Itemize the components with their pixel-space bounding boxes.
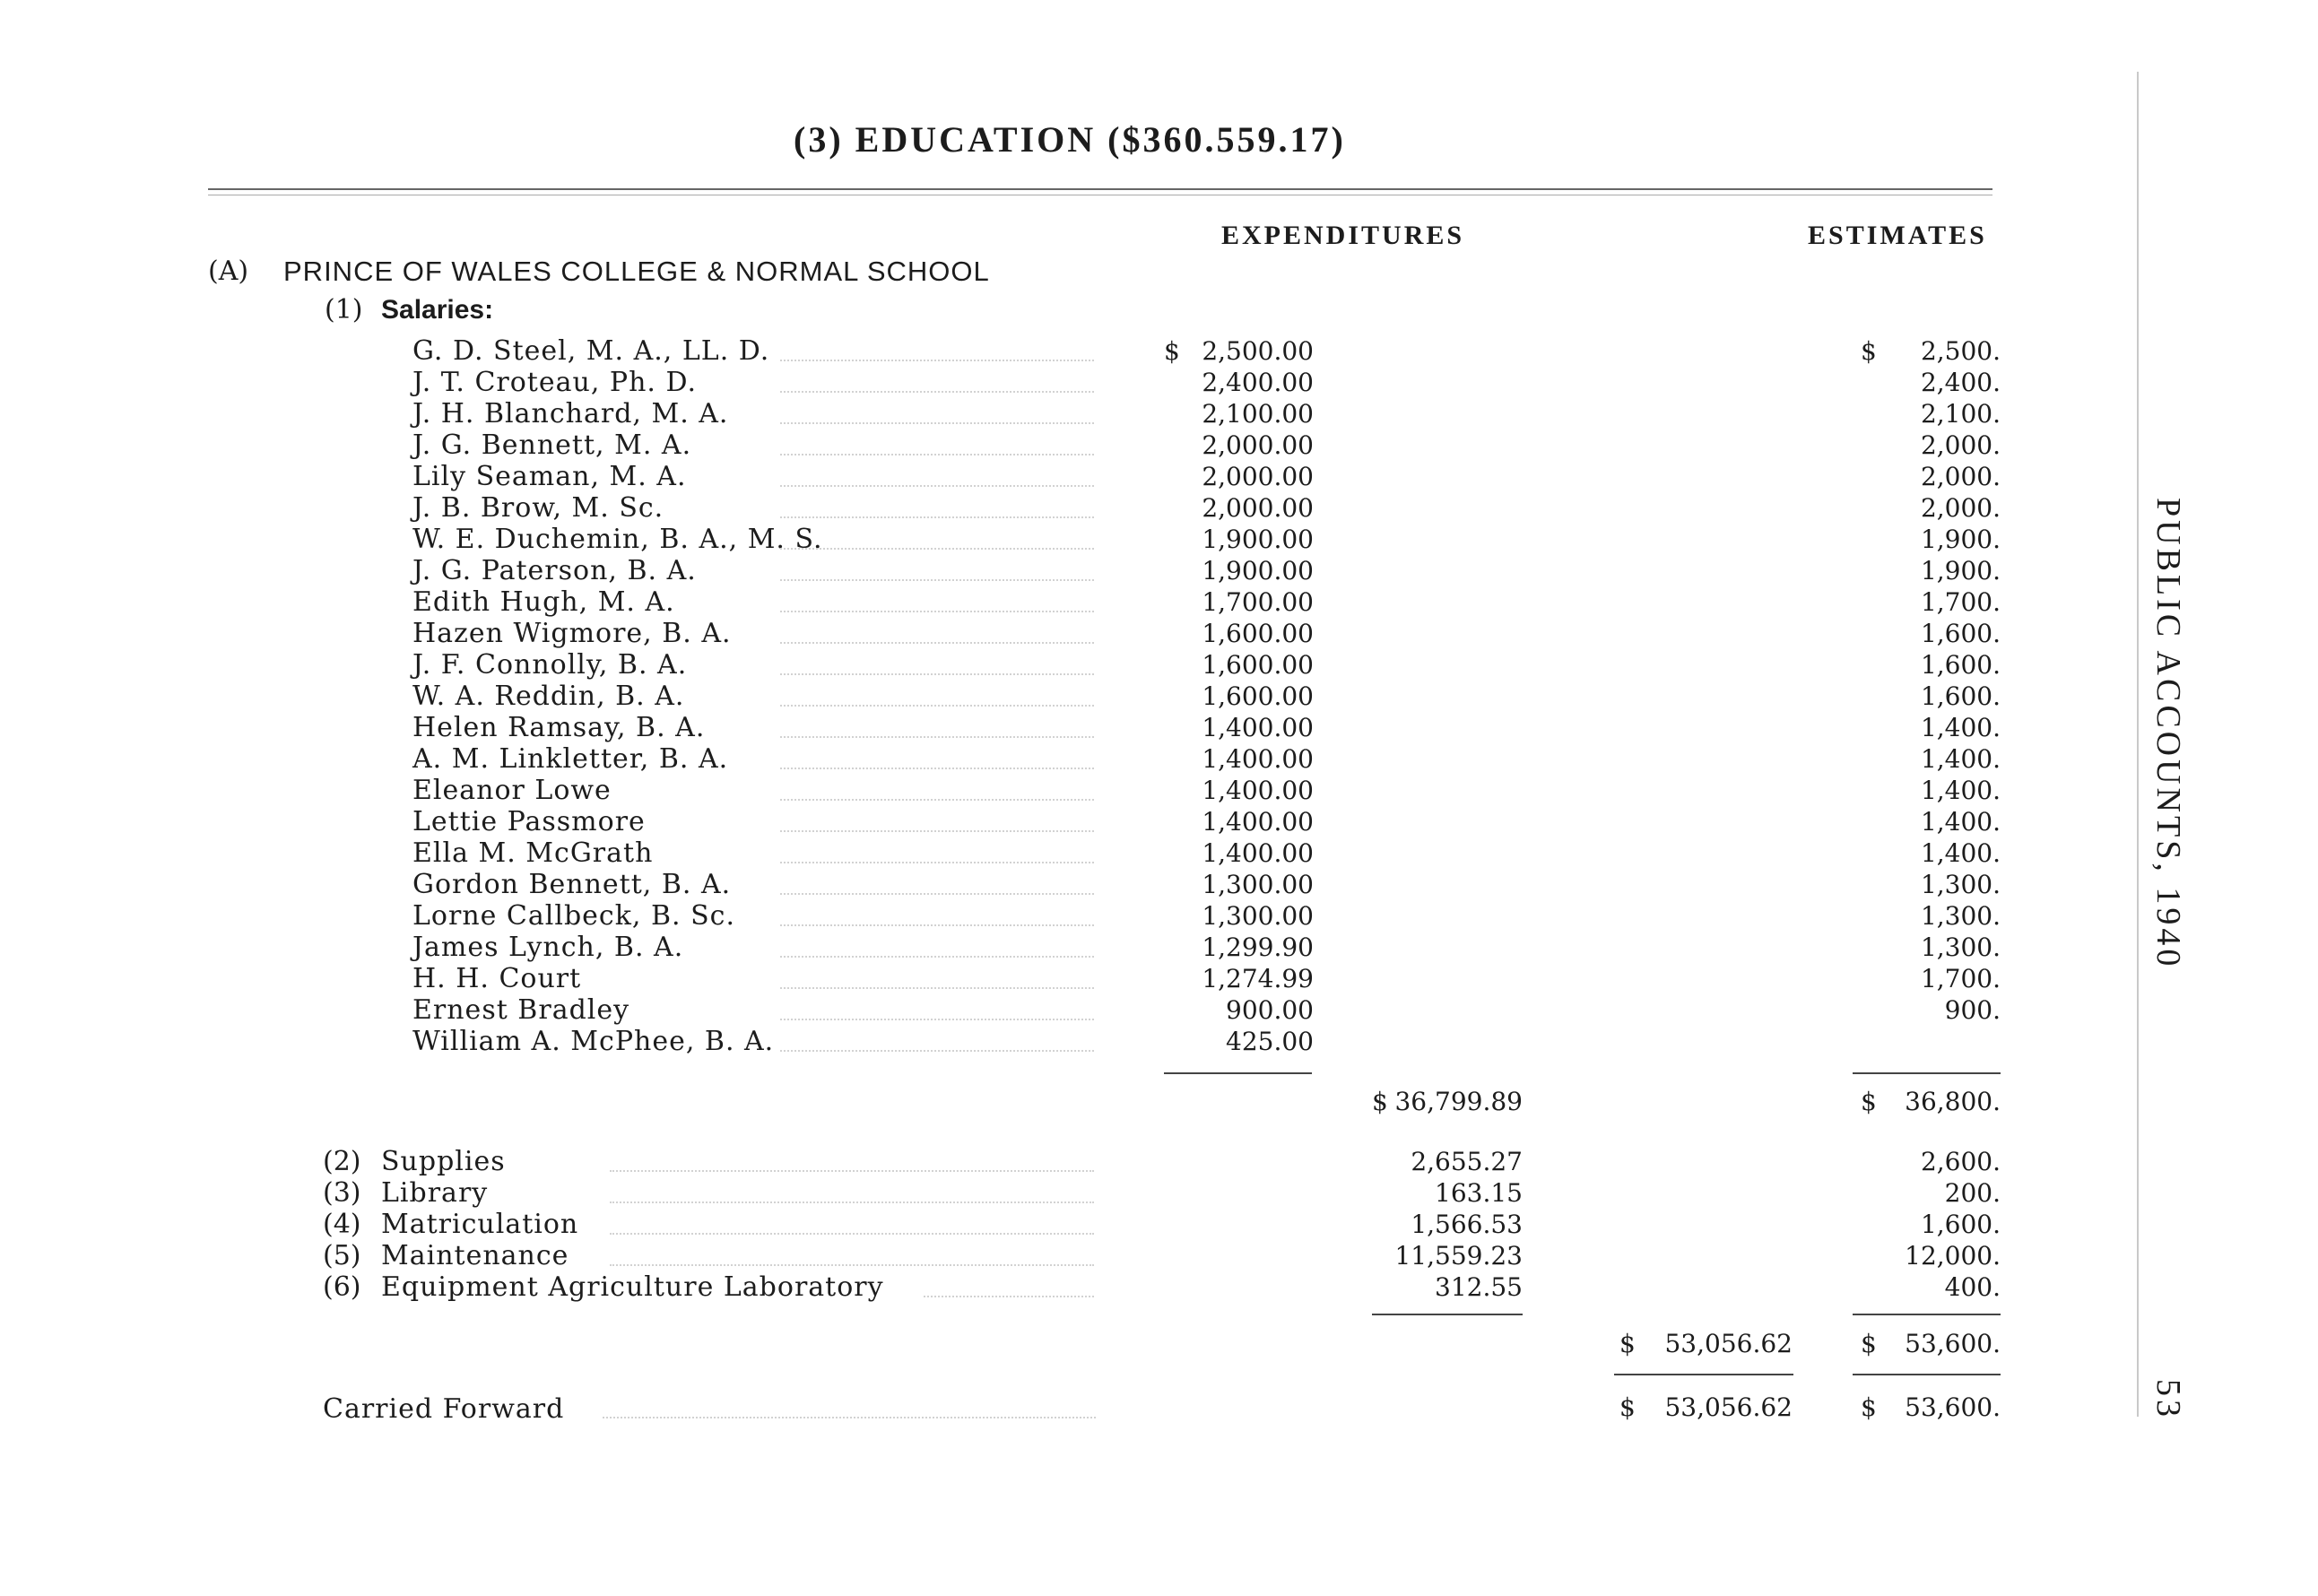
salary-estimate: 1,700. [1920,964,2001,993]
salary-estimate: 2,000. [1920,430,2001,460]
salaries-total-estimate: 36,800. [1905,1087,2001,1116]
salary-name: W. A. Reddin, B. A. [412,681,685,712]
salary-estimate: 1,700. [1920,587,2001,617]
salaries-subtotal-rule [1164,1072,1312,1074]
item-label: Library [381,1177,489,1209]
salary-name: W. E. Duchemin, B. A., M. S. [412,524,823,555]
salary-amount: 2,500.00 [1202,336,1314,366]
salary-name: J. G. Paterson, B. A. [412,555,697,586]
estimates-heading: ESTIMATES [1808,221,1987,250]
salary-name: Ella M. McGrath [412,837,654,869]
salary-amount: 2,000.00 [1202,462,1314,491]
salary-amount: 1,600.00 [1202,681,1314,711]
right-margin-line [2137,72,2139,1417]
page-number: 53 [2149,1379,2187,1420]
salary-amount: 1,299.90 [1202,932,1314,962]
salary-estimate: 1,300. [1920,932,2001,962]
salary-name: G. D. Steel, M. A., LL. D. [412,335,770,367]
salary-amount: 2,100.00 [1202,399,1314,429]
salary-name: Eleanor Lowe [412,775,612,806]
salary-name: Helen Ramsay, B. A. [412,712,706,743]
salary-estimate: 2,400. [1920,368,2001,397]
page-title: (3) EDUCATION ($360.559.17) [794,119,1346,160]
leader-dots [924,1296,1094,1297]
salary-amount: 1,400.00 [1202,776,1314,805]
section-total-dollar: $ [1619,1329,1636,1358]
salary-amount: 1,400.00 [1202,807,1314,837]
salary-name: J. B. Brow, M. Sc. [412,492,664,524]
item-amount: 312.55 [1435,1272,1523,1302]
leader-dots [780,924,1094,926]
salaries-estimate-rule [1853,1072,2001,1074]
salary-estimate: 1,400. [1920,776,2001,805]
leader-dots [610,1170,1094,1172]
salary-estimate: 1,300. [1920,901,2001,931]
carried-forward-leader [603,1417,1096,1418]
salary-estimate: 1,400. [1920,807,2001,837]
leader-dots [780,673,1094,675]
salary-name: J. F. Connolly, B. A. [412,649,688,681]
salary-name: J. H. Blanchard, M. A. [412,398,729,429]
salary-amount: 1,300.00 [1202,901,1314,931]
item-amount: 2,655.27 [1411,1147,1523,1176]
carried-forward-amount: 53,056.62 [1664,1392,1793,1422]
salary-amount: 900.00 [1226,995,1314,1025]
other-items-estimate-rule [1853,1314,2001,1315]
salary-amount: 1,900.00 [1202,525,1314,554]
section-title: PRINCE OF WALES COLLEGE & NORMAL SCHOOL [283,256,990,287]
item-number: (2) [323,1146,361,1177]
salaries-total-dollar: $ [1372,1087,1388,1116]
leader-dots [780,705,1094,707]
amount-dollar-sign: $ [1164,336,1180,366]
item-number: (3) [323,1177,361,1209]
leader-dots [780,736,1094,738]
carried-forward-dollar: $ [1619,1392,1636,1422]
leader-dots [780,642,1094,644]
salary-name: William A. McPhee, B. A. [412,1026,775,1057]
salary-estimate: 1,400. [1920,744,2001,774]
leader-dots [610,1201,1094,1203]
carried-forward-label: Carried Forward [323,1393,565,1425]
salary-amount: 2,000.00 [1202,493,1314,523]
salary-name: J. G. Bennett, M. A. [412,429,692,461]
leader-dots [780,611,1094,612]
leader-dots [780,768,1094,769]
carried-forward-estimate-dollar: $ [1861,1392,1877,1422]
item-number: (6) [323,1271,361,1303]
expenditures-heading: EXPENDITURES [1221,221,1465,250]
leader-dots [780,987,1094,989]
salary-amount: 1,274.99 [1202,964,1314,993]
leader-dots [780,485,1094,487]
salary-name: Gordon Bennett, B. A. [412,869,732,900]
leader-dots [780,391,1094,393]
salary-amount: 1,900.00 [1202,556,1314,585]
leader-dots [780,799,1094,801]
salary-name: A. M. Linkletter, B. A. [412,743,729,775]
salaries-total-estimate-dollar: $ [1861,1087,1877,1116]
salary-estimate: 1,400. [1920,838,2001,868]
salary-amount: 2,000.00 [1202,430,1314,460]
carried-forward-estimate: 53,600. [1905,1392,2001,1422]
section-total-amount: 53,056.62 [1664,1329,1793,1358]
salary-amount: 425.00 [1226,1027,1314,1056]
salary-estimate: 900. [1944,995,2001,1025]
side-running-head: PUBLIC ACCOUNTS, 1940 [2149,498,2187,970]
salary-estimate: 1,600. [1920,681,2001,711]
carried-forward-rule [1614,1374,1793,1375]
salary-name: Hazen Wigmore, B. A. [412,618,732,649]
leader-dots [780,360,1094,361]
salary-amount: 1,400.00 [1202,838,1314,868]
estimate-dollar-sign: $ [1861,336,1877,366]
salary-name: H. H. Court [412,963,582,994]
leader-dots [780,548,1094,550]
leader-dots [780,579,1094,581]
salary-amount: 1,400.00 [1202,713,1314,742]
item-number: (5) [323,1240,361,1271]
salary-estimate: 2,500. [1920,336,2001,366]
item-estimate: 2,600. [1920,1147,2001,1176]
leader-dots [780,862,1094,863]
item-label: Maintenance [381,1240,569,1271]
salary-estimate: 2,000. [1920,462,2001,491]
item-amount: 163.15 [1435,1178,1523,1208]
subheading-label: Salaries: [381,295,494,325]
salary-name: Lorne Callbeck, B. Sc. [412,900,735,932]
salary-estimate: 1,600. [1920,650,2001,680]
other-items-rule [1372,1314,1523,1315]
item-estimate: 200. [1944,1178,2001,1208]
salaries-total-amount: 36,799.89 [1394,1087,1523,1116]
leader-dots [780,422,1094,424]
leader-dots [780,956,1094,958]
leader-dots [780,1050,1094,1052]
title-rule [208,188,1992,190]
salary-name: James Lynch, B. A. [412,932,684,963]
salary-estimate: 1,300. [1920,870,2001,899]
item-estimate: 12,000. [1905,1241,2001,1271]
item-label: Matriculation [381,1209,579,1240]
salary-estimate: 2,000. [1920,493,2001,523]
leader-dots [780,516,1094,518]
salary-name: J. T. Croteau, Ph. D. [412,367,697,398]
salary-name: Ernest Bradley [412,994,630,1026]
salary-estimate: 1,400. [1920,713,2001,742]
section-total-estimate: 53,600. [1905,1329,2001,1358]
section-letter: (A) [208,256,249,287]
leader-dots [780,1019,1094,1020]
leader-dots [780,893,1094,895]
item-estimate: 400. [1944,1272,2001,1302]
salary-amount: 1,400.00 [1202,744,1314,774]
salary-amount: 1,600.00 [1202,650,1314,680]
section-total-estimate-dollar: $ [1861,1329,1877,1358]
salary-amount: 1,300.00 [1202,870,1314,899]
item-label: Equipment Agriculture Laboratory [381,1271,884,1303]
item-amount: 11,559.23 [1394,1241,1523,1271]
salary-amount: 1,600.00 [1202,619,1314,648]
salary-name: Lily Seaman, M. A. [412,461,687,492]
leader-dots [780,454,1094,455]
salary-estimate: 1,900. [1920,525,2001,554]
salary-estimate: 1,600. [1920,619,2001,648]
salary-amount: 2,400.00 [1202,368,1314,397]
leader-dots [610,1264,1094,1266]
leader-dots [610,1233,1094,1235]
item-number: (4) [323,1209,361,1240]
salary-name: Edith Hugh, M. A. [412,586,675,618]
item-amount: 1,566.53 [1411,1210,1523,1239]
item-estimate: 1,600. [1920,1210,2001,1239]
carried-forward-estimate-rule [1853,1374,2001,1375]
salary-amount: 1,700.00 [1202,587,1314,617]
leader-dots [780,830,1094,832]
salary-estimate: 1,900. [1920,556,2001,585]
salary-name: Lettie Passmore [412,806,646,837]
subheading-number: (1) [325,294,363,325]
item-label: Supplies [381,1146,506,1177]
salary-estimate: 2,100. [1920,399,2001,429]
